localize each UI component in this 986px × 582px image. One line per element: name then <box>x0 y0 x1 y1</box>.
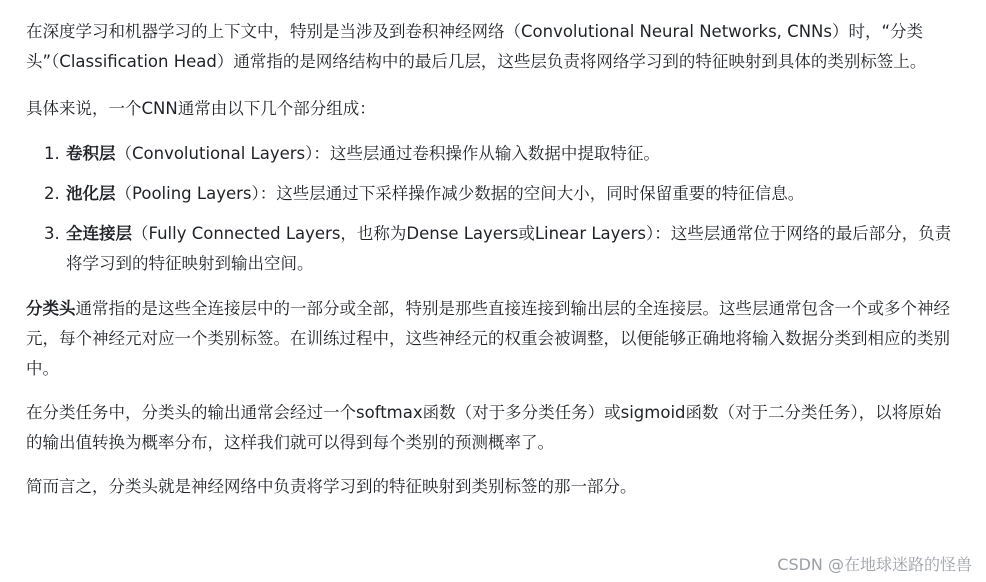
classification-head-term: 分类头 <box>26 299 76 318</box>
list-item-number: 3. <box>44 224 60 243</box>
list-item-description: （Pooling Layers）：这些层通过下采样操作减少数据的空间大小，同时保留重要的特征信息。 <box>115 184 805 203</box>
csdn-watermark: CSDN @在地球迷路的怪兽 <box>777 555 972 574</box>
list-item-term: 池化层 <box>66 184 116 203</box>
list-item-term: 卷积层 <box>66 144 116 163</box>
list-item-description: （Fully Connected Layers，也称为Dense Layers或Linear Layers）：这些层通常位于网络的最后部分，负责将学习到的特征映射到输出空间。 <box>66 224 952 273</box>
cnn-parts-list <box>26 139 956 279</box>
list-item <box>44 179 956 209</box>
list-item-term: 全连接层 <box>66 224 132 243</box>
list-item-number: 1. <box>44 144 60 163</box>
list-item <box>44 139 956 169</box>
list-item <box>44 219 956 279</box>
article-body <box>26 17 956 502</box>
list-intro-paragraph: 具体来说，一个CNN通常由以下几个部分组成： <box>26 99 376 118</box>
classification-head-description: 通常指的是这些全连接层中的一部分或全部，特别是那些直接连接到输出层的全连接层。这些层通常包含一个或多个神经元，每个神经元对应一个类别标签。在训练过程中，这些神经元的权重会被调整，以便能够正确地将输入数据分类到相应的类别中。 <box>26 299 950 378</box>
list-item-number: 2. <box>44 184 60 203</box>
summary-paragraph: 简而言之，分类头就是神经网络中负责将学习到的特征映射到类别标签的那一部分。 <box>26 477 637 496</box>
classification-head-paragraph <box>26 294 956 384</box>
softmax-paragraph: 在分类任务中，分类头的输出通常会经过一个softmax函数（对于多分类任务）或sigmoid函数（对于二分类任务），以将原始的输出值转换为概率分布，这样我们就可以得到每个类别的预测概率了。 <box>26 403 942 452</box>
list-item-description: （Convolutional Layers）：这些层通过卷积操作从输入数据中提取特征。 <box>115 144 660 163</box>
intro-paragraph: 在深度学习和机器学习的上下文中，特别是当涉及到卷积神经网络（Convolutional Neural Networks, CNNs）时，“分类头”（Classification Head）通常指的是网络结构中的最后几层，这些层负责将网络学习到的特征映射到具体的类别标签上。 <box>26 22 927 71</box>
